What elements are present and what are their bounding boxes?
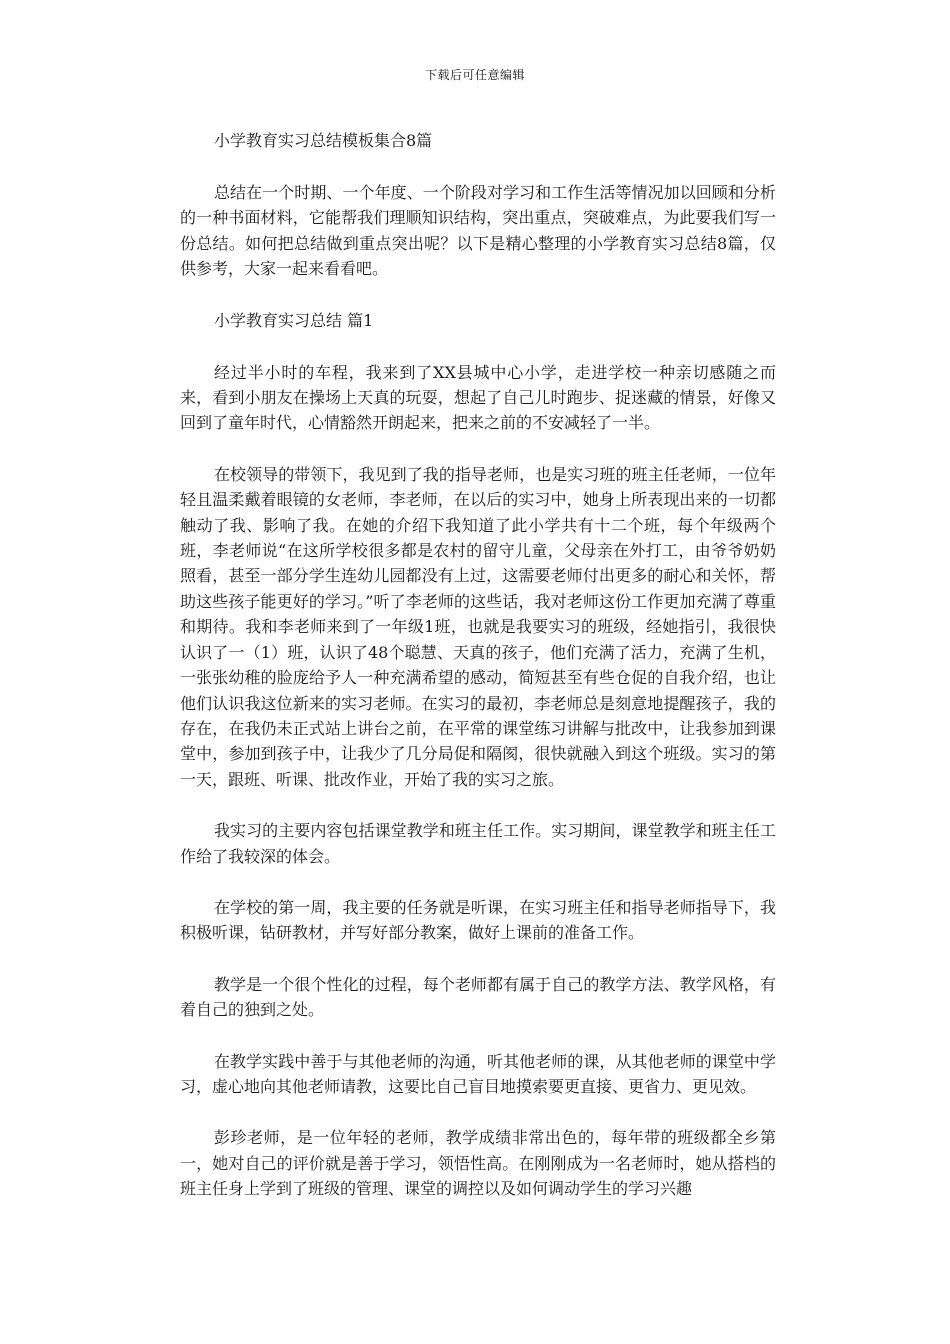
body-paragraph: 在校领导的带领下，我见到了我的指导老师，也是实习班的班主任老师，一位年轻且温柔戴着眼镜的女老师，李老师，在以后的实习中，她身上所表现出来的一切都触动了我、影响了我。在她的介绍下我知道了此小学共有十二个班，每个年级两个班，李老师说“在这所学校很多都是农村的留守儿童，父母亲在外打工，由爷爷奶奶照看，甚至一部分学生连幼儿园都没有上过，这需要老师付出更多的耐心和关怀，帮助这些孩子能更好的学习。”听了李老师的这些话，我对老师这份工作更加充满了尊重和期待。我和李老师来到了一年级1班，也就是我要实习的班级，经她指引，我很快认识了一（1）班，认识了48个聪慧、天真的孩子，他们充满了活力，充满了生机，一张张幼稚的脸庞给予人一种充满希望的感动，简短甚至有些仓促的自我介绍，也让他们认识我这位新来的实习老师。在实习的最初，李老师总是刻意地提醒孩子，我的存在，在我仍未正式站上讲台之前，在平常的课堂练习讲解与批改中，让我参加到课堂中，参加到孩子中，让我少了几分局促和隔阂，很快就融入到这个班级。实习的第一天，跟班、听课、批改作业，开始了我的实习之旅。 [180, 464, 776, 789]
intro-paragraph: 总结在一个时期、一个年度、一个阶段对学习和工作生活等情况加以回顾和分析的一种书面材料，它能帮我们理顺知识结构，突出重点，突破难点，为此要我们写一份总结。如何把总结做到重点突出呢？以下是精心整理的小学教育实习总结8篇，仅供参考，大家一起来看看吧。 [180, 183, 776, 279]
body-paragraph: 在学校的第一周，我主要的任务就是听课，在实习班主任和指导老师指导下，我积极听课，钻研教材，并写好部分教案，做好上课前的准备工作。 [180, 897, 776, 943]
body-paragraph: 教学是一个很个性化的过程，每个老师都有属于自己的教学方法、教学风格，有着自己的独到之处。 [180, 974, 776, 1020]
body-paragraph: 我实习的主要内容包括课堂教学和班主任工作。实习期间，课堂教学和班主任工作给了我较深的体会。 [180, 821, 776, 866]
document-body [180, 128, 776, 1228]
section-title: 小学教育实习总结 篇1 [214, 310, 374, 330]
body-paragraph: 在教学实践中善于与其他老师的沟通，听其他老师的课，从其他老师的课堂中学习，虚心地向其他老师请教，这要比自己盲目地摸索要更直接、更省力、更见效。 [180, 1051, 776, 1096]
body-paragraph: 经过半小时的车程，我来到了XX县城中心小学，走进学校一种亲切感随之而来，看到小朋友在操场上天真的玩耍，想起了自己儿时跑步、捉迷藏的情景，好像又回到了童年时代，心情豁然开朗起来，把来之前的不安减轻了一半。 [180, 362, 776, 433]
document-title: 小学教育实习总结模板集合8篇 [214, 131, 433, 150]
page-header-note: 下载后可任意编辑 [424, 68, 525, 82]
body-paragraph: 彭珍老师，是一位年轻的老师，教学成绩非常出色的，每年带的班级都全乡第一，她对自己的评价就是善于学习，领悟性高。在刚刚成为一名老师时，她从搭档的班主任身上学到了班级的管理、课堂的调控以及如何调动学生的学习兴趣 [180, 1128, 776, 1199]
